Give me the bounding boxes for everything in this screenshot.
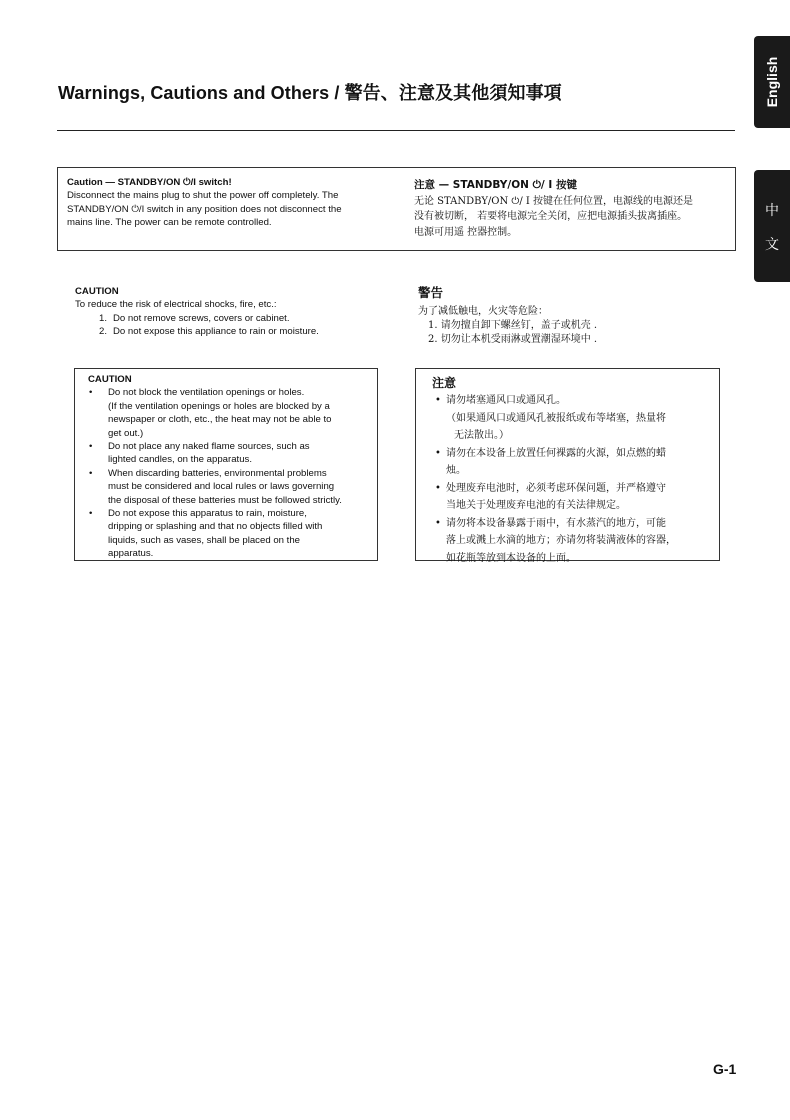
list-item-line: 如花瓶等放到本设备的上面。: [446, 552, 576, 564]
list-item-line: apparatus.: [108, 548, 154, 560]
ventilation-caution-zh: [432, 375, 716, 567]
list-item: [432, 445, 716, 480]
list-item-line: Do not expose this apparatus to rain, moisture,: [108, 508, 307, 520]
list-item-line: lighted candles, on the apparatus.: [108, 454, 253, 466]
bullet: •: [435, 395, 441, 406]
standby-caution-zh-heading: 注意 — STANDBY/ON ⏻/ I 按键: [414, 179, 577, 191]
list-item-line: 烛。: [446, 465, 466, 476]
caution-heading: CAUTION: [75, 286, 119, 297]
list-item-number: 1.: [98, 312, 107, 324]
list-item-line: 处理废弃电池时，必须考虑环保问题，并严格遵守: [446, 482, 666, 494]
standby-caution-zh-line: 没有被切断， 若要将电源完全关闭，应把电源插头拔离插座。: [414, 211, 688, 222]
bullet: •: [89, 467, 93, 479]
page-title: [58, 79, 678, 105]
bullet: •: [435, 447, 441, 459]
bullet: •: [89, 387, 93, 399]
list-item: [88, 386, 373, 440]
list-item-line: 请勿堵塞通风口或通风孔。: [446, 395, 566, 406]
standby-caution-zh: [414, 178, 732, 240]
standby-caution-zh-line: 无论 STANDBY/ON ⏻/ I 按键在任何位置，电源线的电源还是: [414, 195, 693, 207]
bullet: •: [89, 441, 93, 453]
warning-intro-zh: 为了减低触电，火灾等危险：: [418, 306, 548, 317]
title-divider: [57, 130, 735, 131]
standby-caution-en-line: Disconnect the mains plug to shut the power off completely. The: [67, 190, 339, 202]
language-tab-chinese: [754, 170, 790, 282]
list-item-line: Do not place any naked flame sources, such as: [108, 441, 310, 453]
ventilation-caution-en: [88, 373, 373, 561]
list-item-line: When discarding batteries, environmental problems: [108, 467, 327, 479]
list-item: [88, 507, 373, 561]
caution-intro: To reduce the risk of electrical shocks, fire, etc.:: [75, 299, 277, 311]
caution-section-zh: [418, 285, 718, 346]
list-item-number: 2.: [98, 326, 107, 338]
list-item-line: 请勿在本设备上放置任何裸露的火源，如点燃的蜡: [446, 447, 666, 459]
list-item-line: Do not block the ventilation openings or holes.: [108, 387, 305, 399]
caution-section-en: [75, 285, 395, 339]
list-item: [88, 467, 373, 507]
list-item-text: Do not expose this appliance to rain or moisture.: [113, 326, 319, 338]
list-item-line: (If the ventilation openings or holes are blocked by a: [108, 400, 330, 412]
list-item: [432, 480, 716, 515]
box-caution-heading: CAUTION: [88, 374, 132, 385]
list-item-line: the disposal of these batteries must be followed strictly.: [108, 494, 342, 506]
list-item-line: （如果通风口或通风孔被报纸或布等堵塞，热量将: [446, 412, 666, 424]
bullet: •: [435, 482, 441, 494]
standby-caution-zh-line: 电源可用遥 控器控制。: [414, 226, 518, 238]
list-item: [75, 312, 395, 325]
list-item-line: must be considered and local rules or laws governing: [108, 481, 335, 493]
page-number: G-1: [713, 1061, 737, 1077]
language-tab-chinese-char-2: 文: [765, 237, 779, 253]
list-item-line: liquids, such as vases, shall be placed on the: [108, 534, 300, 546]
page-title-zh: 警告、注意及其他須知事項: [344, 83, 562, 104]
page-title-en: Warnings, Cautions and Others /: [58, 83, 340, 103]
list-item-line: get out.): [108, 427, 144, 439]
list-item: 1. 请勿擅自卸下螺丝钉，盖子或机壳 .: [428, 320, 598, 331]
list-item: 2. 切勿让本机受雨淋或置潮湿环境中 .: [428, 333, 598, 345]
bullet: •: [435, 517, 441, 529]
list-item: [75, 325, 395, 338]
warning-heading-zh: 警告: [418, 285, 444, 300]
language-tab-english: [754, 36, 790, 128]
list-item-line: dripping or splashing and that no objects filled with: [108, 521, 323, 533]
standby-caution-en-line: STANDBY/ON ⏻/I switch in any position does not disconnect the: [67, 203, 342, 215]
list-item-line: 落上或溅上水滴的地方；亦请勿将装满液体的容器，: [446, 535, 676, 546]
list-item-line: 请勿将本设备暴露于雨中，有水蒸汽的地方，可能: [446, 517, 666, 529]
list-item-line: 无法散出。）: [454, 430, 509, 441]
list-item: [88, 440, 373, 467]
list-item-line: newspaper or cloth, etc., the heat may not be able to: [108, 414, 332, 426]
list-item: [432, 392, 716, 445]
list-item-text: Do not remove screws, covers or cabinet.: [113, 312, 290, 324]
standby-caution-en-line: mains line. The power can be remote controlled.: [67, 217, 272, 229]
list-item: [432, 515, 716, 568]
bullet: •: [89, 508, 93, 520]
standby-caution-en-heading: Caution — STANDBY/ON ⏻/I switch!: [67, 177, 232, 188]
list-item-line: 当地关于处理废弃电池的有关法律规定。: [446, 500, 626, 511]
standby-caution-en: [67, 176, 382, 230]
box-caution-heading-zh: 注意: [432, 376, 457, 390]
language-tab-chinese-char-1: 中: [765, 203, 779, 219]
language-tab-english-label: English: [764, 56, 780, 108]
